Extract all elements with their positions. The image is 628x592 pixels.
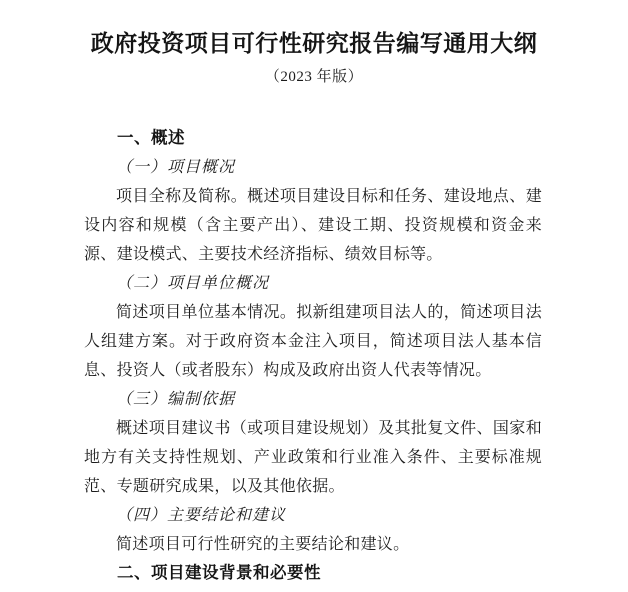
- document-edition: （2023 年版）: [264, 69, 364, 85]
- paragraph-project-unit-overview: 简述项目单位基本情况。拟新组建项目法人的，简述项目法人组建方案。对于政府资本金注入项目，简述项目法人基本信息、投资人（或者股东）构成及政府出资人代表等情况。: [84, 304, 542, 379]
- paragraph-project-overview: 项目全称及简称。概述项目建设目标和任务、建设地点、建设内容和规模（含主要产出）、建设工期、投资规模和资金来源、建设模式、主要技术经济指标、绩效目标等。: [84, 188, 542, 263]
- subsection-heading-project-overview: （一）项目概况: [116, 159, 236, 176]
- section-heading-background-necessity: 二、项目建设背景和必要性: [117, 564, 321, 582]
- paragraph-main-conclusions: 简述项目可行性研究的主要结论和建议。: [116, 536, 410, 553]
- subsection-heading-main-conclusions: （四）主要结论和建议: [116, 507, 287, 524]
- section-heading-overview: 一、概述: [117, 129, 185, 147]
- subsection-heading-project-unit-overview: （二）项目单位概况: [116, 275, 270, 292]
- subsection-heading-compilation-basis: （三）编制依据: [116, 391, 236, 408]
- document-body: [0, 124, 628, 588]
- paragraph-compilation-basis: 概述项目建议书（或项目建设规划）及其批复文件、国家和地方有关支持性规划、产业政策和行业准入条件、主要标准规范、专题研究成果，以及其他依据。: [84, 420, 542, 495]
- document-title: 政府投资项目可行性研究报告编写通用大纲: [90, 31, 538, 56]
